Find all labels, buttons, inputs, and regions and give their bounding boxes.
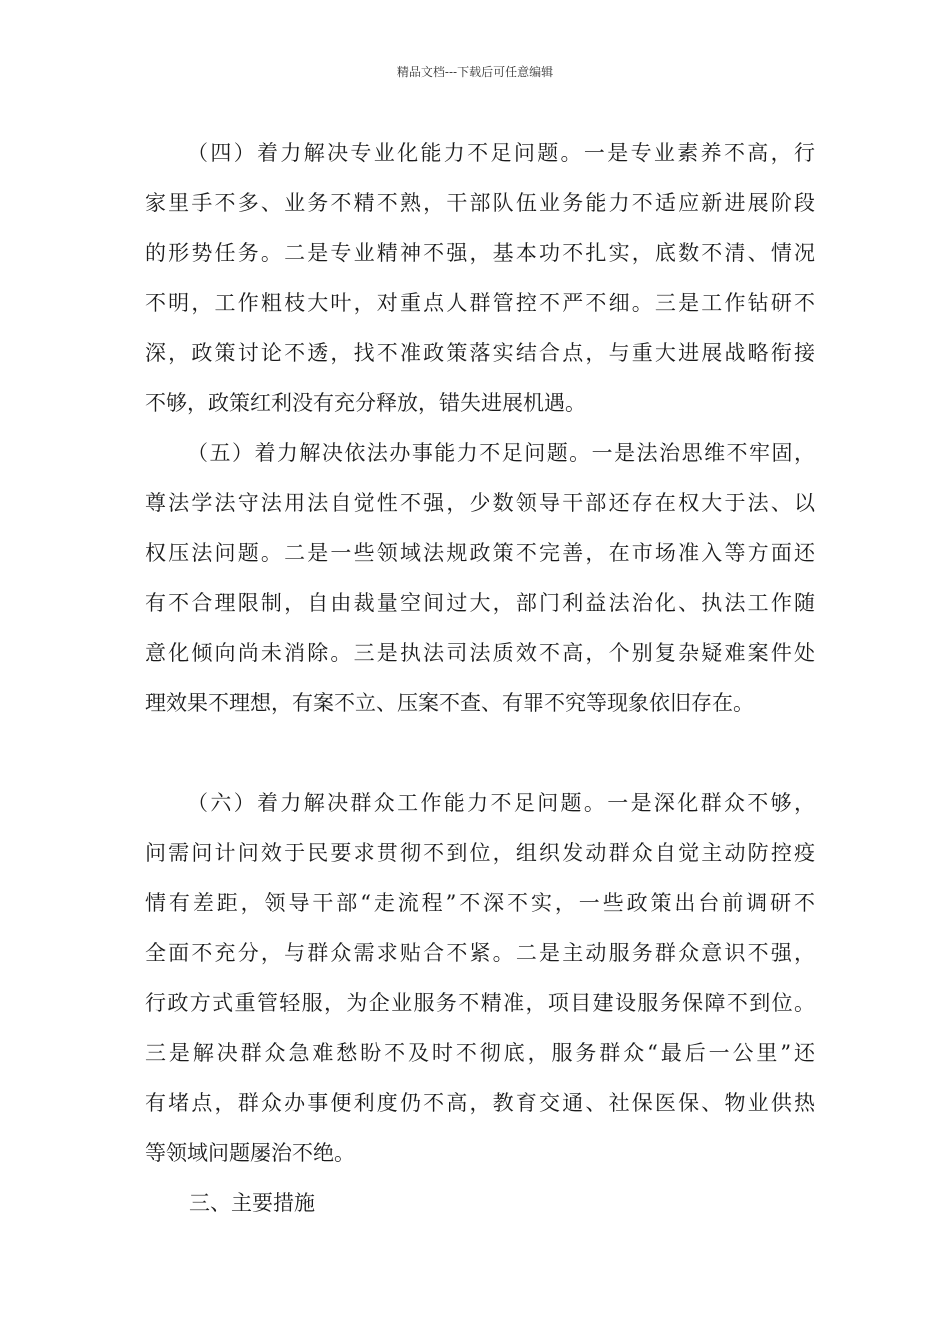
text-line: 行政方式重管轻服，为企业服务不精准，项目建设服务保障不到位。	[145, 991, 815, 1015]
text-line: 的形势任务。二是专业精神不强，基本功不扎实，底数不清、情况	[145, 241, 815, 265]
text-line: （五）着力解决依法办事能力不足问题。一是法治思维不牢固，	[187, 441, 815, 465]
text-line: 有堵点，群众办事便利度仍不高，教育交通、社保医保、物业供热	[145, 1091, 815, 1115]
text-line: 意化倾向尚未消除。三是执法司法质效不高，个别复杂疑难案件处	[145, 641, 815, 665]
paragraph-4	[145, 128, 815, 428]
text-line: 情有差距，领导干部“走流程”不深不实，一些政策出台前调研不	[145, 891, 815, 915]
text-line: （六）着力解决群众工作能力不足问题。一是深化群众不够，	[187, 791, 815, 815]
text-line: 全面不充分，与群众需求贴合不紧。二是主动服务群众意识不强，	[145, 941, 815, 965]
text-line: 深，政策讨论不透，找不准政策落实结合点，与重大进展战略衔接	[145, 341, 815, 365]
text-line: 有不合理限制，自由裁量空间过大，部门利益法治化、执法工作随	[145, 591, 815, 615]
text-line: 尊法学法守法用法自觉性不强，少数领导干部还存在权大于法、以	[145, 491, 815, 515]
text-line: （四）着力解决专业化能力不足问题。一是专业素养不高，行	[187, 141, 815, 165]
text-line: 理效果不理想，有案不立、压案不查、有罪不究等现象依旧存在。	[145, 691, 754, 715]
text-line: 三是解决群众急难愁盼不及时不彻底，服务群众“最后一公里”还	[145, 1041, 815, 1065]
text-line: 不明，工作粗枝大叶，对重点人群管控不严不细。三是工作钻研不	[145, 291, 815, 315]
paragraph-6	[145, 778, 815, 1178]
document-body	[145, 128, 815, 1228]
text-line: 问需问计问效于民要求贯彻不到位，组织发动群众自觉主动防控疫	[145, 841, 815, 865]
paragraph-5	[145, 428, 815, 728]
text-line: 权压法问题。二是一些领域法规政策不完善，在市场准入等方面还	[145, 541, 815, 565]
paragraph-gap	[145, 728, 815, 778]
text-line: 不够，政策红利没有充分释放，错失进展机遇。	[145, 391, 586, 415]
text-line: 等领域问题屡治不绝。	[145, 1141, 355, 1165]
section-heading: 三、主要措施	[189, 1191, 315, 1215]
text-line: 家里手不多、业务不精不熟，干部队伍业务能力不适应新进展阶段	[145, 191, 815, 215]
page-header: 精品文档---下载后可任意编辑	[396, 65, 554, 79]
